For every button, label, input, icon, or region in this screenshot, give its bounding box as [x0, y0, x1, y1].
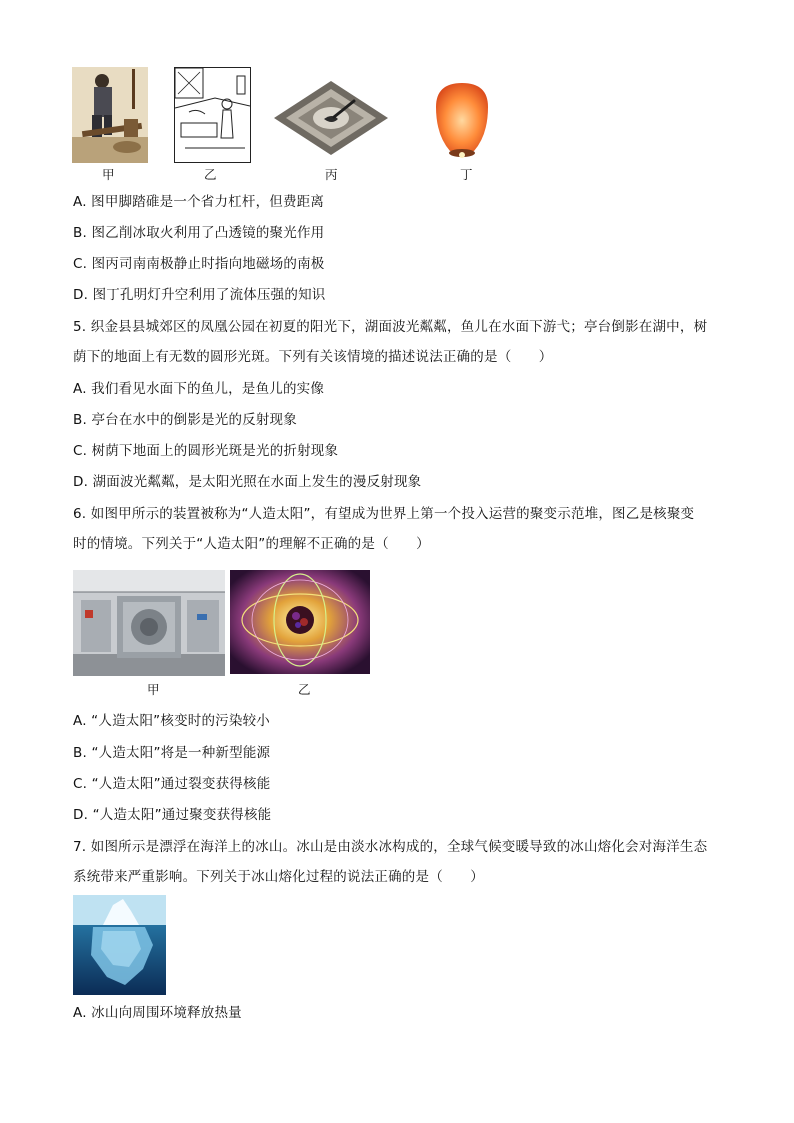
q7-stem-line2: 系统带来严重影响。下列关于冰山熔化过程的说法正确的是（ ） — [73, 869, 484, 885]
q4-option-c: C. 图丙司南南极静止时指向地磁场的南极 — [73, 256, 325, 272]
q6-stem-line2: 时的情境。下列关于“人造太阳”的理解不正确的是（ ） — [73, 536, 430, 552]
iceberg-icon — [73, 895, 166, 995]
figure-caption-yi: 乙 — [204, 167, 217, 182]
figure-caption-ding: 丁 — [460, 167, 473, 182]
q5-option-c: C. 树荫下地面上的圆形光斑是光的折射现象 — [73, 443, 339, 459]
q5-option-a: A. 我们看见水面下的鱼儿，是鱼儿的实像 — [73, 381, 325, 397]
figure-jia-fusion-reactor — [73, 570, 225, 676]
q7-option-a: A. 冰山向周围环境释放热量 — [73, 1005, 242, 1021]
figure-caption-yi-6: 乙 — [298, 682, 311, 697]
figure-yi-nuclear-fusion — [230, 570, 370, 674]
q4-option-b: B. 图乙削冰取火利用了凸透镜的聚光作用 — [73, 225, 325, 241]
q5-option-d: D. 湖面波光粼粼，是太阳光照在水面上发生的漫反射现象 — [73, 474, 422, 490]
figure-caption-jia-6: 甲 — [147, 682, 160, 697]
fusion-reactor-icon — [73, 570, 225, 676]
q4-option-a: A. 图甲脚踏碓是一个省力杠杆，但费距离 — [73, 194, 325, 210]
figure-caption-bing: 丙 — [325, 167, 338, 182]
q7-stem-line1: 7. 如图所示是漂浮在海洋上的冰山。冰山是由淡水冰构成的，全球气候变暖导致的冰山熔化会对海洋生态 — [73, 839, 708, 855]
nuclear-fusion-icon — [230, 570, 370, 674]
q6-option-b: B. “人造太阳”将是一种新型能源 — [73, 745, 271, 761]
figure-ding-lantern — [428, 79, 496, 165]
figure-yi-ice-lens — [174, 67, 251, 163]
figure-jia-foot-pestle — [72, 67, 148, 163]
figure-caption-jia: 甲 — [102, 167, 115, 182]
sinan-compass-icon — [272, 79, 390, 157]
q5-stem-line1: 5. 织金县县城郊区的凤凰公园在初夏的阳光下，湖面波光粼粼，鱼儿在水面下游弋；亭台倒影在湖中，树 — [73, 319, 708, 335]
q6-option-d: D. “人造太阳”通过聚变获得核能 — [73, 807, 272, 823]
q6-option-a: A. “人造太阳”核变时的污染较小 — [73, 713, 270, 729]
figure-bing-sinan — [272, 79, 390, 157]
q4-option-d: D. 图丁孔明灯升空利用了流体压强的知识 — [73, 287, 326, 303]
ice-lens-icon — [175, 68, 250, 162]
q5-option-b: B. 亭台在水中的倒影是光的反射现象 — [73, 412, 297, 428]
foot-pestle-icon — [72, 67, 148, 163]
q6-stem-line1: 6. 如图甲所示的装置被称为“人造太阳”，有望成为世界上第一个投入运营的聚变示范堆，图乙是核聚变 — [73, 506, 695, 522]
kongming-lantern-icon — [428, 79, 496, 165]
q5-stem-line2: 荫下的地面上有无数的圆形光斑。下列有关该情境的描述说法正确的是（ ） — [73, 349, 553, 365]
figure-iceberg — [73, 895, 166, 995]
q6-option-c: C. “人造太阳”通过裂变获得核能 — [73, 776, 271, 792]
